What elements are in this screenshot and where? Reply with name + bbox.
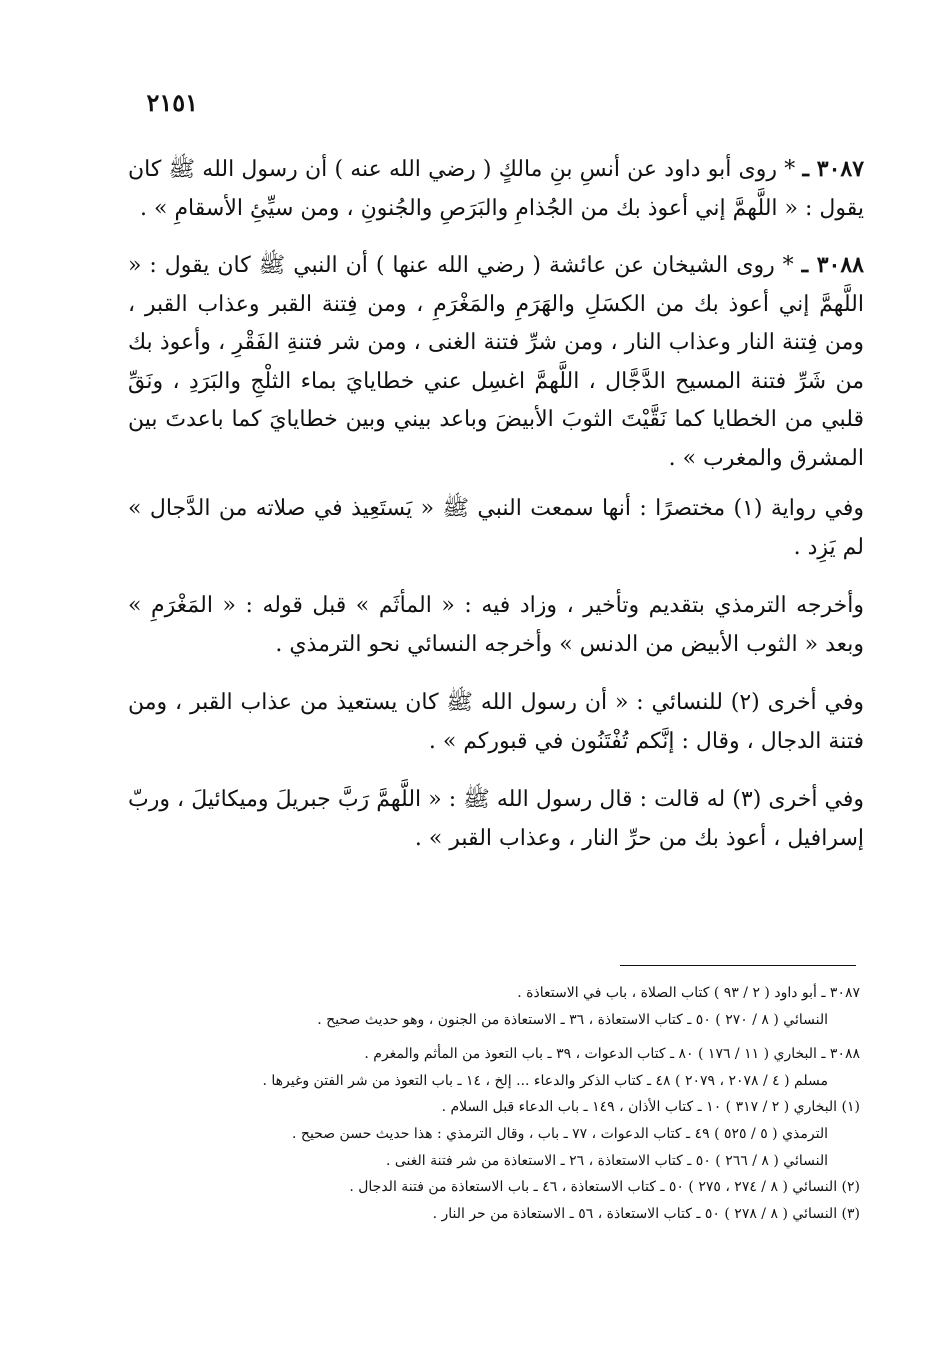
narration-4: وفي أخرى (٣) له قالت : قال رسول الله ﷺ : « اللَّهمَّ رَبَّ جبريلَ وميكائيلَ ، وربّ إسرافيل ، أعوذ بك من حرِّ النار ، وعذاب القبر » . (128, 787, 864, 851)
footnote-line: مسلم ( ٤ / ٢٠٧٨ ، ٢٠٧٩ ) ٤٨ ـ كتاب الذكر والدعاء ... إلخ ، ١٤ ـ باب التعوذ من شر الفتن وغيرها . (262, 1072, 828, 1089)
footnote-line: ٣٠٨٧ ـ أبو داود ( ٢ / ٩٣ ) كتاب الصلاة ، باب في الاستعاذة . (517, 985, 860, 1001)
footnote-line: (٢) النسائي ( ٨ / ٢٧٤ ، ٢٧٥ ) ٥٠ ـ كتاب الاستعاذة ، ٤٦ ـ باب الاستعاذة من فتنة الدجال . (349, 1179, 860, 1196)
footnote-line: النسائي ( ٨ / ٢٧٠ ) ٥٠ ـ كتاب الاستعاذة ، ٣٦ ـ الاستعاذة من الجنون ، وهو حديث صحيح . (317, 1011, 828, 1028)
page-number: ٢١٥١ (146, 88, 198, 117)
footnote-group-3088 (140, 1041, 860, 1227)
hadith-text: * روى أبو داود عن أنسِ بنِ مالكٍ ( رضي الله عنه ) أن رسول الله ﷺ كان يقول : « اللَّهمَّ إني أعوذ بك من الجُذامِ والبَرَصِ والجُنونِ ، ومن سيِّئِ الأسقامِ » . (128, 157, 864, 221)
hadith-text: * روى الشيخان عن عائشة ( رضي الله عنها ) أن النبي ﷺ كان يقول : « اللَّهمَّ إني أعوذ بك من الكسَلِ والهَرَمِ والمَغْرَمِ ، ومن فِتنة القبر وعذاب القبر ، ومن فِتنة النار وعذاب النار ، ومن شرِّ فتنة الغنى ، ومن شر فتنةِ الفَقْرِ ، وأعوذ بك من شَرِّ فتنة المسيح الدَّجَّال ، اللَّهمَّ اغسِل عني خطايايَ بماء الثلْجِ والبَرَدِ ، ونَقِّ قلبي من الخطايا كما نَقَّيْتَ الثوبَ الأبيضَ وباعد بيني وبين خطايايَ كما باعدتَ بين المشرق والمغرب » . (128, 253, 865, 471)
hadith-3087 (128, 150, 864, 228)
hadith-number: ٣٠٨٧ ـ (802, 156, 865, 182)
footnote-line: الترمذي ( ٥ / ٥٢٥ ) ٤٩ ـ كتاب الدعوات ، ٧٧ ـ باب ، وقال الترمذي : هذا حديث حسن صحيح . (292, 1125, 828, 1142)
footnotes (140, 980, 860, 1235)
footnote-group-3087 (140, 980, 860, 1033)
footnote-line: ٣٠٨٨ ـ البخاري ( ١١ / ١٧٦ ) ٨٠ ـ كتاب الدعوات ، ٣٩ ـ باب التعوذ من المأثم والمغرم . (364, 1046, 860, 1063)
footnote-divider (620, 965, 856, 966)
narration-3: وفي أخرى (٢) للنسائي : « أن رسول الله ﷺ كان يستعيذ من عذاب القبر ، ومن فتنة الدجال ، وقال : إنَّكم تُفْتَنُون في قبوركم » . (128, 690, 864, 754)
footnote-line: النسائي ( ٨ / ٢٦٦ ) ٥٠ ـ كتاب الاستعاذة ، ٢٦ ـ الاستعاذة من شر فتنة الغنى . (385, 1152, 828, 1169)
footnote-line: (٣) النسائي ( ٨ / ٢٧٨ ) ٥٠ ـ كتاب الاستعاذة ، ٥٦ ـ الاستعاذة من حر النار . (432, 1205, 860, 1222)
hadith-3088 (128, 246, 864, 478)
narration-2: وأخرجه الترمذي بتقديم وتأخير ، وزاد فيه : « المأثَم » قبل قوله : « المَغْرَمِ » وبعد « الثوب الأبيض من الدنس » وأخرجه النسائي نحو الترمذي . (128, 593, 864, 657)
footnote-line: (١) البخاري ( ٢ / ٣١٧ ) ١٠ ـ كتاب الأذان ، ١٤٩ ـ باب الدعاء قبل السلام . (441, 1099, 860, 1116)
narration-1: وفي رواية (١) مختصرًا : أنها سمعت النبي ﷺ « يَستَعِيذ في صلاته من الدَّجال » لم يَزِد . (128, 496, 865, 560)
main-text (128, 150, 864, 878)
hadith-number: ٣٠٨٨ ـ (801, 252, 864, 278)
